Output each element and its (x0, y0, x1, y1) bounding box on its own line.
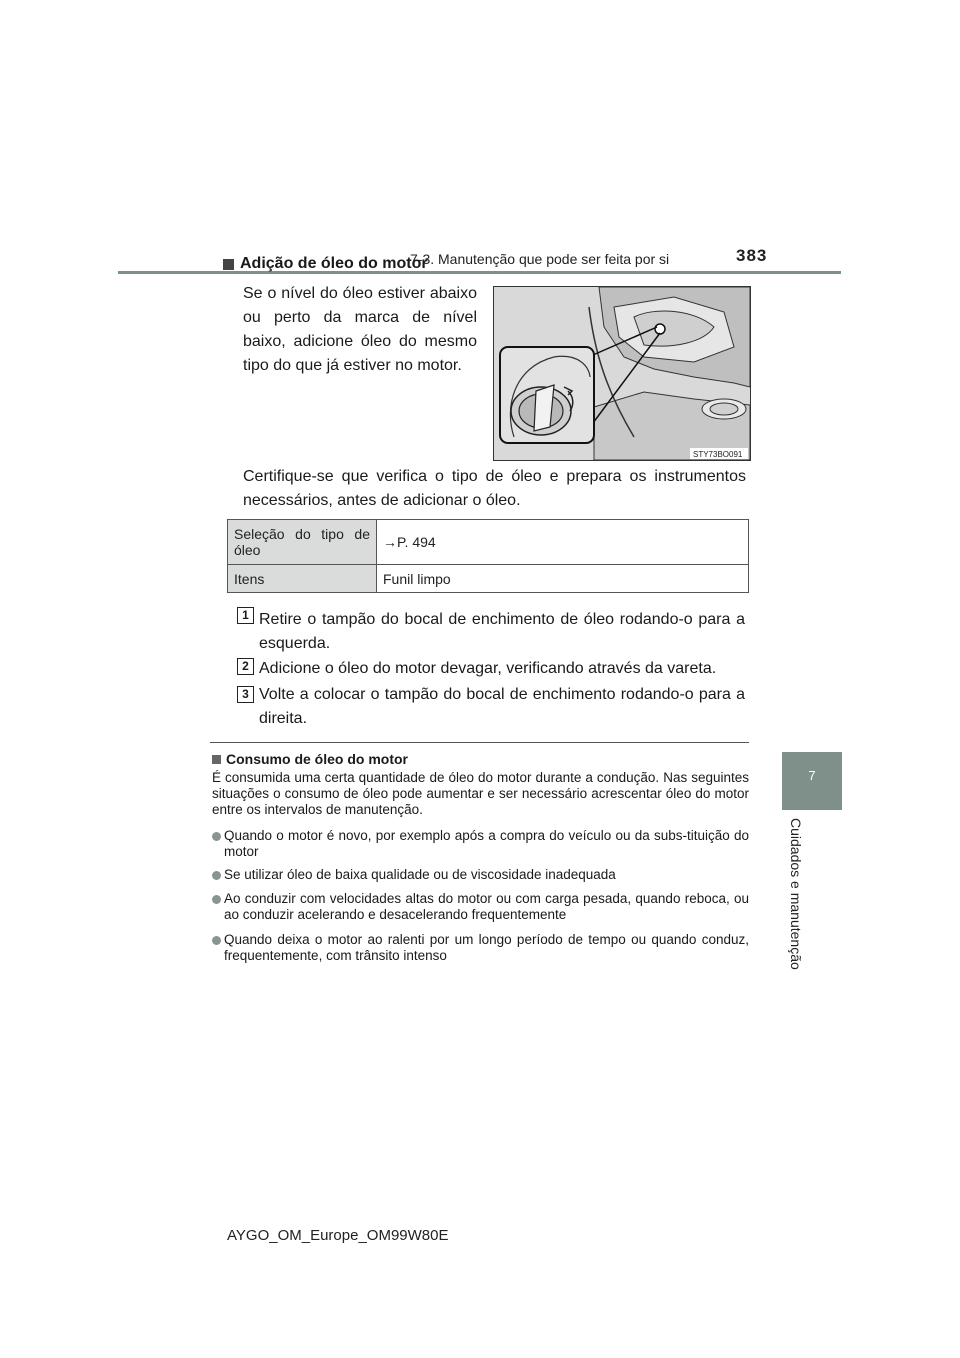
engine-bay-drawing (494, 287, 750, 460)
step-text: Retire o tampão do bocal de enchimento de óleo rodando-o para a esquerda. (259, 611, 745, 652)
table-value: →P. 494 (377, 520, 749, 565)
engine-oil-cap-illustration (493, 286, 751, 461)
bullet-dot-icon (212, 832, 221, 841)
table-key: Itens (228, 565, 377, 593)
table-value: Funil limpo (377, 565, 749, 593)
chapter-title: Cuidados e manutenção (788, 818, 804, 970)
section-heading-text: Adição de óleo do motor (240, 255, 428, 272)
figure-code: STY73BO091 (693, 450, 743, 459)
requirements-table (227, 519, 749, 593)
step-text: Adicione o óleo do motor devagar, verificando através da vareta. (259, 660, 717, 677)
list-item: Quando o motor é novo, por exemplo após a compra do veículo ou da subs-tituição do motor (224, 828, 749, 859)
document-code-footer: AYGO_OM_Europe_OM99W80E (227, 1227, 449, 1244)
check-paragraph: Certifique-se que verifica o tipo de óleo e prepara os instrumentos necessários, antes de adicionar o óleo. (243, 468, 746, 509)
step-text: Volte a colocar o tampão do bocal de enchimento rodando-o para a direita. (259, 686, 745, 727)
table-key: Seleção do tipo de óleo (228, 520, 377, 565)
table-row (228, 565, 749, 593)
step-number-badge: 1 (237, 607, 254, 624)
page-number: 383 (736, 246, 768, 265)
running-header-section: 7-3. Manutenção que pode ser feita por si (410, 251, 670, 267)
square-bullet-icon (212, 755, 221, 764)
section-heading (223, 255, 428, 273)
bullet-dot-icon (212, 871, 221, 880)
bullet-dot-icon (212, 895, 221, 904)
note-heading-text: Consumo de óleo do motor (226, 751, 408, 767)
note-rule (210, 742, 749, 743)
note-heading (212, 751, 408, 767)
note-body: É consumida uma certa quantidade de óleo do motor durante a condução. Nas seguintes situações o consumo de óleo pode aumentar e ser necessário acrescentar óleo do motor entre os intervalos de manutenção. (212, 770, 749, 817)
step-number-badge: 3 (237, 686, 254, 703)
square-bullet-icon (223, 259, 234, 270)
chapter-number: 7 (808, 768, 816, 783)
bullet-dot-icon (212, 936, 221, 945)
intro-paragraph: Se o nível do óleo estiver abaixo ou perto da marca de nível baixo, adicione óleo do mesmo tipo do que já estiver no motor. (243, 285, 477, 374)
table-row (228, 520, 749, 565)
step-number-badge: 2 (237, 658, 254, 675)
list-item: Se utilizar óleo de baixa qualidade ou de viscosidade inadequada (224, 867, 616, 882)
list-item: Quando deixa o motor ao ralenti por um longo período de tempo ou quando conduz, frequentemente, com trânsito intenso (224, 932, 749, 963)
list-item: Ao conduzir com velocidades altas do motor ou com carga pesada, quando reboca, ou ao conduzir acelerando e desacelerando frequentemente (224, 891, 749, 922)
